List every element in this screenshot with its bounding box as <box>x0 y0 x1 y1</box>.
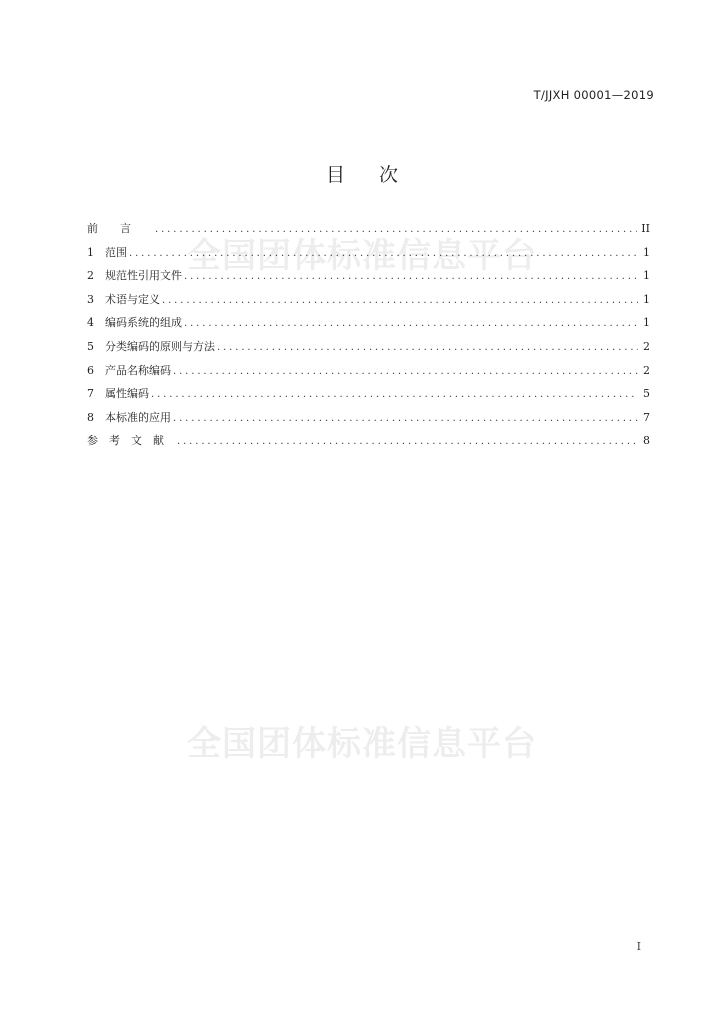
toc-entry-bibliography[interactable] <box>87 431 650 455</box>
toc-leader-dots <box>173 409 638 429</box>
toc-entry-terms[interactable] <box>87 290 650 314</box>
document-code: T/JJXH 00001—2019 <box>533 88 654 102</box>
toc-entry-label: 本标准的应用 <box>105 410 171 424</box>
toc-entry-foreword[interactable] <box>87 219 650 243</box>
toc-leader-dots <box>217 338 638 358</box>
toc-entry-label: 术语与定义 <box>105 292 160 306</box>
toc-entry-scope[interactable] <box>87 243 650 267</box>
watermark-top: 全国团体标准信息平台 <box>187 236 537 276</box>
toc-entry-number: 1 <box>87 245 94 259</box>
toc-entry-classification-principles[interactable] <box>87 337 650 361</box>
toc-entry-label: 前言 <box>87 222 153 235</box>
toc-entry-page: 2 <box>643 339 650 353</box>
toc-entry-page: 2 <box>643 363 650 377</box>
toc-entry-number: 3 <box>87 292 94 306</box>
toc-leader-dots <box>184 314 638 334</box>
toc-entry-label: 编码系统的组成 <box>105 316 182 330</box>
toc-entry-number: 5 <box>87 339 94 353</box>
toc-entry-number: 6 <box>87 363 94 377</box>
toc-leader-dots <box>162 291 638 311</box>
toc-entry-label: 属性编码 <box>105 387 149 401</box>
toc-entry-standard-application[interactable] <box>87 408 650 432</box>
toc-entry-page: 1 <box>643 292 650 306</box>
toc-entry-label: 规范性引用文件 <box>105 269 182 283</box>
watermark-bottom: 全国团体标准信息平台 <box>187 724 537 764</box>
toc-entry-product-name-coding[interactable] <box>87 361 650 385</box>
toc-entry-page: 1 <box>643 245 650 259</box>
toc-entry-page: II <box>641 222 650 235</box>
toc-entry-label: 分类编码的原则与方法 <box>105 339 215 353</box>
toc-leader-dots <box>173 362 638 382</box>
toc-leader-dots <box>129 244 638 264</box>
toc-entry-number: 4 <box>87 316 94 330</box>
page-number: I <box>636 940 641 953</box>
toc-title-right: 次 <box>379 164 399 186</box>
toc-entry-label: 范围 <box>105 245 127 259</box>
toc-entry-label: 参考文献 <box>87 434 175 448</box>
toc-leader-dots <box>155 220 637 240</box>
toc-leader-dots <box>177 432 638 452</box>
toc-leader-dots <box>151 385 638 405</box>
toc-list <box>87 219 650 455</box>
toc-entry-label: 产品名称编码 <box>105 363 171 377</box>
toc-entry-number: 7 <box>87 387 94 401</box>
toc-entry-page: 1 <box>643 269 650 283</box>
toc-entry-number: 2 <box>87 269 94 283</box>
toc-entry-system-composition[interactable] <box>87 313 650 337</box>
toc-entry-page: 7 <box>643 410 650 424</box>
toc-title <box>0 160 724 187</box>
toc-entry-page: 8 <box>643 434 650 448</box>
toc-entry-number: 8 <box>87 410 94 424</box>
toc-entry-attribute-coding[interactable] <box>87 384 650 408</box>
toc-leader-dots <box>184 267 638 287</box>
toc-entry-page: 1 <box>643 316 650 330</box>
toc-entry-page: 5 <box>643 387 650 401</box>
toc-title-left: 目 <box>325 164 345 186</box>
toc-entry-normative-references[interactable] <box>87 266 650 290</box>
